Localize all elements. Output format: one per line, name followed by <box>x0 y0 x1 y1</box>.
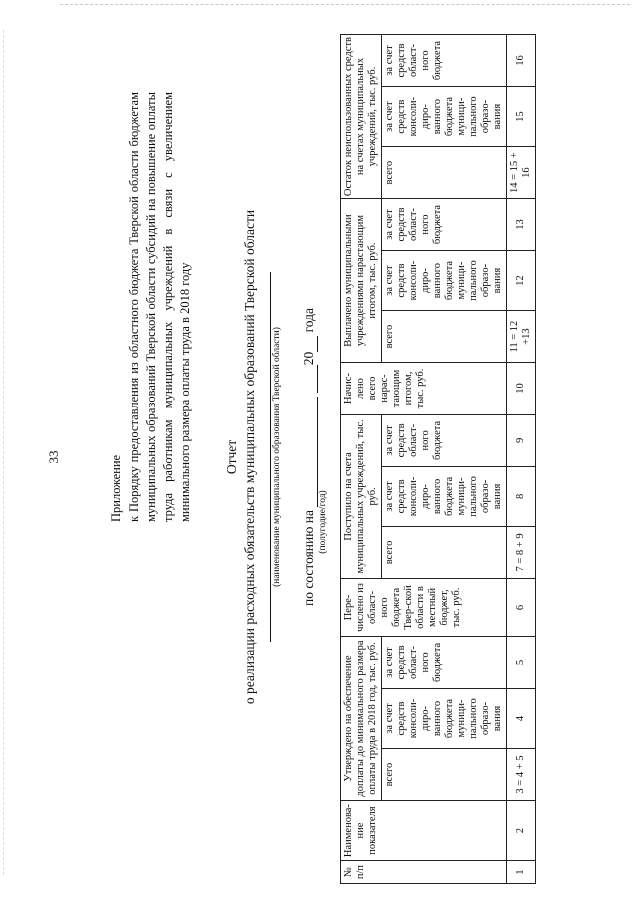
column-number-cell: 15 <box>507 87 536 147</box>
column-number-cell: 7 = 8 + 9 <box>507 527 536 579</box>
scan-border-top <box>60 4 630 5</box>
report-table <box>340 34 536 884</box>
scan-border-left <box>3 30 4 875</box>
appendix-block <box>108 92 194 522</box>
column-number-cell: 9 <box>507 414 536 466</box>
period-hint: (полугодие/год) <box>318 490 328 554</box>
column-number-cell: 8 <box>507 466 536 526</box>
asof-suffix: года <box>301 307 316 333</box>
column-number-cell: 13 <box>507 199 536 251</box>
asof-line <box>301 22 318 892</box>
balance-total: всего <box>382 147 507 199</box>
column-number-cell: 1 <box>507 861 536 884</box>
col-number-header: № п/п <box>341 861 507 884</box>
report-subtitle: о реализации расходных обязательств муниципальных образований Тверской области <box>242 209 257 705</box>
column-number-cell: 11 = 12 +13 <box>507 311 536 363</box>
received-consolidated: за счет средств консоли-диро-ванного бюджета муници-пального образо-вания <box>382 466 507 526</box>
header-row-subcolumns <box>382 35 507 884</box>
header-row-groups <box>341 35 382 884</box>
column-number-row <box>507 35 536 884</box>
year-blank-right <box>301 336 318 352</box>
paid-consolidated: за счет средств консоли-диро-ванного бюджета муници-пального образо-вания <box>382 250 507 310</box>
balance-regional: за счет средств област-ного бюджета <box>382 35 507 87</box>
column-number-cell: 14 = 15 + 16 <box>507 147 536 199</box>
paid-regional: за счет средств област-ного бюджета <box>382 199 507 251</box>
column-number-cell: 5 <box>507 637 536 689</box>
group-approved-header: Утверждено на обеспечение доплаты до минимального размера оплаты труда в 2018 год, тыс. руб. <box>341 637 382 801</box>
group-paid-header: Выплачено муниципальными учреждениями нарастающим итогом, тыс. руб. <box>341 199 382 363</box>
group-received-header: Поступило на счета муниципальных учреждений, тыс. руб. <box>341 414 382 578</box>
col-transferred-header: Пере-числено из област-ного бюджета Твер-ской области в местный бюджет, тыс. руб. <box>341 578 507 636</box>
page-number: 33 <box>46 450 61 464</box>
approved-total: всего <box>382 749 507 801</box>
column-number-cell: 10 <box>507 363 536 415</box>
report-title-block <box>223 22 259 892</box>
column-number-cell: 4 <box>507 688 536 748</box>
received-total: всего <box>382 527 507 579</box>
approved-regional: за счет средств област-ного бюджета <box>382 637 507 689</box>
period-blank <box>301 397 318 507</box>
appendix-title: Приложение <box>109 454 123 522</box>
municipality-hint: (наименование муниципального образования Тверской области) <box>270 272 282 642</box>
column-number-cell: 6 <box>507 578 536 636</box>
balance-consolidated: за счет средств консоли-диро-ванного бюджета муници-пального образо-вания <box>382 87 507 147</box>
appendix-text: к Порядку предоставления из областного бюджета Тверской области бюджетам муниципальных образований Тверской области субсидий на повышение оплаты труда работникам муниципальных учреждений в связи с увеличением минимального размера оплаты труда в 2018 году <box>127 92 192 522</box>
asof-year: 20 <box>301 351 316 366</box>
year-blank-left <box>301 365 318 393</box>
column-number-cell: 12 <box>507 250 536 310</box>
received-regional: за счет средств област-ного бюджета <box>382 414 507 466</box>
asof-prefix: по состоянию на <box>301 510 316 607</box>
col-accrued-header: Начис-лено всего нарас-тающим итогом, тыс. руб. <box>341 363 507 415</box>
column-number-cell: 3 = 4 + 5 <box>507 749 536 801</box>
paid-total: всего <box>382 311 507 363</box>
column-number-cell: 2 <box>507 800 536 860</box>
approved-consolidated: за счет средств консоли-диро-ванного бюджета муници-пального образо-вания <box>382 688 507 748</box>
group-balance-header: Остаток неиспользованных средств на счетах муниципальных учреждений, тыс. руб. <box>341 35 382 199</box>
rotated-document-sheet <box>18 22 618 892</box>
col-name-header: Наименова-ние показателя <box>341 800 507 860</box>
column-number-cell: 16 <box>507 35 536 87</box>
report-title: Отчет <box>224 439 239 475</box>
